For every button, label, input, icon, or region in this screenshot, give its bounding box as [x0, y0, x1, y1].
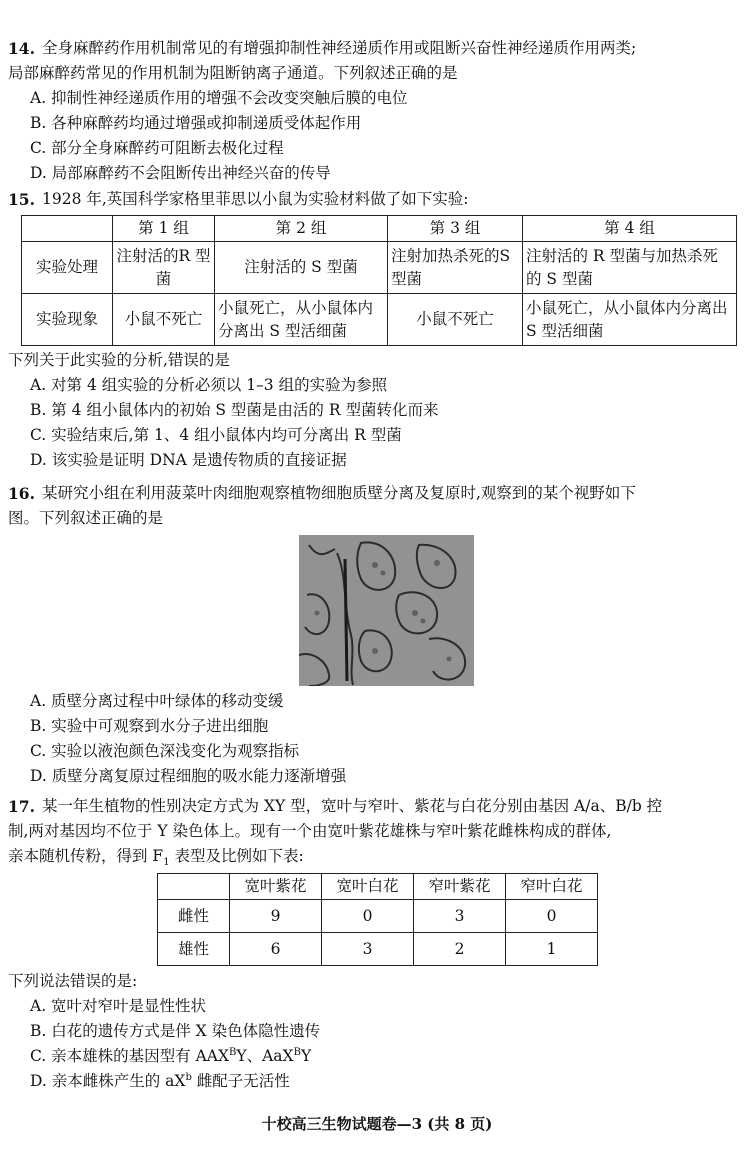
table-cell	[158, 874, 230, 900]
table-header: 第 4 组	[523, 216, 737, 242]
option-text: 雌配子无活性	[191, 1072, 290, 1090]
superscript: B	[293, 1046, 301, 1058]
stem-text: 表型及比例如下表:	[169, 847, 304, 865]
table-cell: 3	[414, 900, 506, 933]
option-a: A. 宽叶对窄叶是显性性状	[30, 997, 207, 1015]
table-cell: 注射活的R 型菌	[113, 242, 215, 294]
table-cell: 注射活的 S 型菌	[215, 242, 388, 294]
table-header: 第 3 组	[388, 216, 523, 242]
option-d: D. 该实验是证明 DNA 是遗传物质的直接证据	[30, 451, 347, 469]
question-stem-continued: 局部麻醉药常见的作用机制为阻断钠离子通道。下列叙述正确的是	[8, 64, 458, 82]
question-prompt: 下列关于此实验的分析,错误的是	[8, 351, 230, 369]
table-header-row	[158, 874, 598, 900]
phenotype-ratio-table	[157, 873, 598, 966]
superscript: B	[229, 1046, 237, 1058]
table-cell: 0	[506, 900, 598, 933]
table-cell: 小鼠死亡，从小鼠体内分离出 S 型活细菌	[215, 294, 388, 346]
option-c: C. 实验以液泡颜色深浅变化为观察指标	[30, 742, 300, 760]
table-cell: 3	[322, 933, 414, 966]
table-cell: 1	[506, 933, 598, 966]
row-label: 实验处理	[22, 242, 113, 294]
table-header: 窄叶白花	[506, 874, 598, 900]
table-row	[158, 933, 598, 966]
table-row	[22, 242, 737, 294]
plant-cell-micrograph	[299, 535, 474, 686]
question-17	[8, 794, 746, 1094]
question-stem: 1928 年,英国科学家格里菲思以小鼠为实验材料做了如下实验:	[42, 190, 469, 208]
row-label: 雄性	[158, 933, 230, 966]
question-stem: 某研究小组在利用菠菜叶肉细胞观察植物细胞质壁分离及复原时,观察到的某个视野如下	[42, 484, 636, 502]
option-a: A. 抑制性神经递质作用的增强不会改变突触后膜的电位	[30, 89, 408, 107]
question-stem-continued: 图。下列叙述正确的是	[8, 509, 164, 527]
table-cell	[22, 216, 113, 242]
option-c: C. 实验结束后,第 1、4 组小鼠体内均可分离出 R 型菌	[30, 426, 402, 444]
option-d	[8, 1069, 746, 1094]
table-header: 宽叶紫花	[230, 874, 322, 900]
subscript: 1	[163, 857, 170, 869]
option-text: C. 亲本雄株的基因型有 AAX	[30, 1047, 230, 1065]
question-14	[8, 36, 746, 186]
option-a: A. 对第 4 组实验的分析必须以 1–3 组的实验为参照	[30, 376, 388, 394]
question-stem-continued	[8, 844, 746, 869]
option-text: Y	[300, 1047, 312, 1065]
question-number: 16.	[8, 484, 35, 503]
table-cell: 小鼠死亡，从小鼠体内分离出 S 型活细菌	[523, 294, 737, 346]
option-d: D. 质壁分离复原过程细胞的吸水能力逐渐增强	[30, 767, 347, 785]
row-label: 雌性	[158, 900, 230, 933]
table-cell: 0	[322, 900, 414, 933]
option-b: B. 实验中可观察到水分子进出细胞	[30, 717, 269, 735]
question-prompt: 下列说法错误的是:	[8, 972, 138, 990]
table-row	[158, 900, 598, 933]
question-number: 14.	[8, 39, 35, 58]
table-header-row	[22, 216, 737, 242]
table-cell: 2	[414, 933, 506, 966]
table-cell: 小鼠不死亡	[388, 294, 523, 346]
table-row	[22, 294, 737, 346]
table-cell: 6	[230, 933, 322, 966]
option-text: D. 亲本雌株产生的 aX	[30, 1072, 186, 1090]
question-stem-continued: 制,两对基因均不位于 Y 染色体上。现有一个由宽叶紫花雄株与窄叶紫花雌株构成的群体,	[8, 822, 612, 840]
table-header: 第 2 组	[215, 216, 388, 242]
table-cell: 注射活的 R 型菌与加热杀死的 S 型菌	[523, 242, 737, 294]
option-a: A. 质壁分离过程中叶绿体的移动变缓	[30, 692, 284, 710]
option-b: B. 各种麻醉药均通过增强或抑制递质受体起作用	[30, 114, 362, 132]
question-stem: 全身麻醉药作用机制常见的有增强抑制性神经递质作用或阻断兴奋性神经递质作用两类;	[42, 39, 637, 57]
table-header: 窄叶紫花	[414, 874, 506, 900]
question-number: 17.	[8, 797, 35, 816]
option-text: Y、AaX	[236, 1047, 294, 1065]
question-16	[8, 481, 746, 531]
page-footer: 十校高三生物试题卷—3 (共 8 页)	[261, 1115, 493, 1133]
question-stem: 某一年生植物的性别决定方式为 XY 型，宽叶与窄叶、紫花与白花分别由基因 A/a、B/b 控	[42, 797, 663, 815]
option-b: B. 白花的遗传方式是伴 X 染色体隐性遗传	[30, 1022, 321, 1040]
micrograph-image	[299, 535, 474, 686]
question-number: 15.	[8, 190, 35, 209]
griffith-experiment-table	[21, 215, 737, 346]
table-header: 第 1 组	[113, 216, 215, 242]
row-label: 实验现象	[22, 294, 113, 346]
table-cell: 注射加热杀死的S 型菌	[388, 242, 523, 294]
table-cell: 小鼠不死亡	[113, 294, 215, 346]
option-c	[8, 1044, 746, 1069]
option-b: B. 第 4 组小鼠体内的初始 S 型菌是由活的 R 型菌转化而来	[30, 401, 439, 419]
question-16-options	[8, 689, 746, 789]
table-header: 宽叶白花	[322, 874, 414, 900]
table-cell: 9	[230, 900, 322, 933]
superscript: b	[185, 1071, 192, 1083]
option-c: C. 部分全身麻醉药可阻断去极化过程	[30, 139, 284, 157]
stem-text: 亲本随机传粉，得到 F	[8, 847, 164, 865]
option-d: D. 局部麻醉药不会阻断传出神经兴奋的传导	[30, 164, 331, 182]
question-15	[8, 187, 746, 473]
